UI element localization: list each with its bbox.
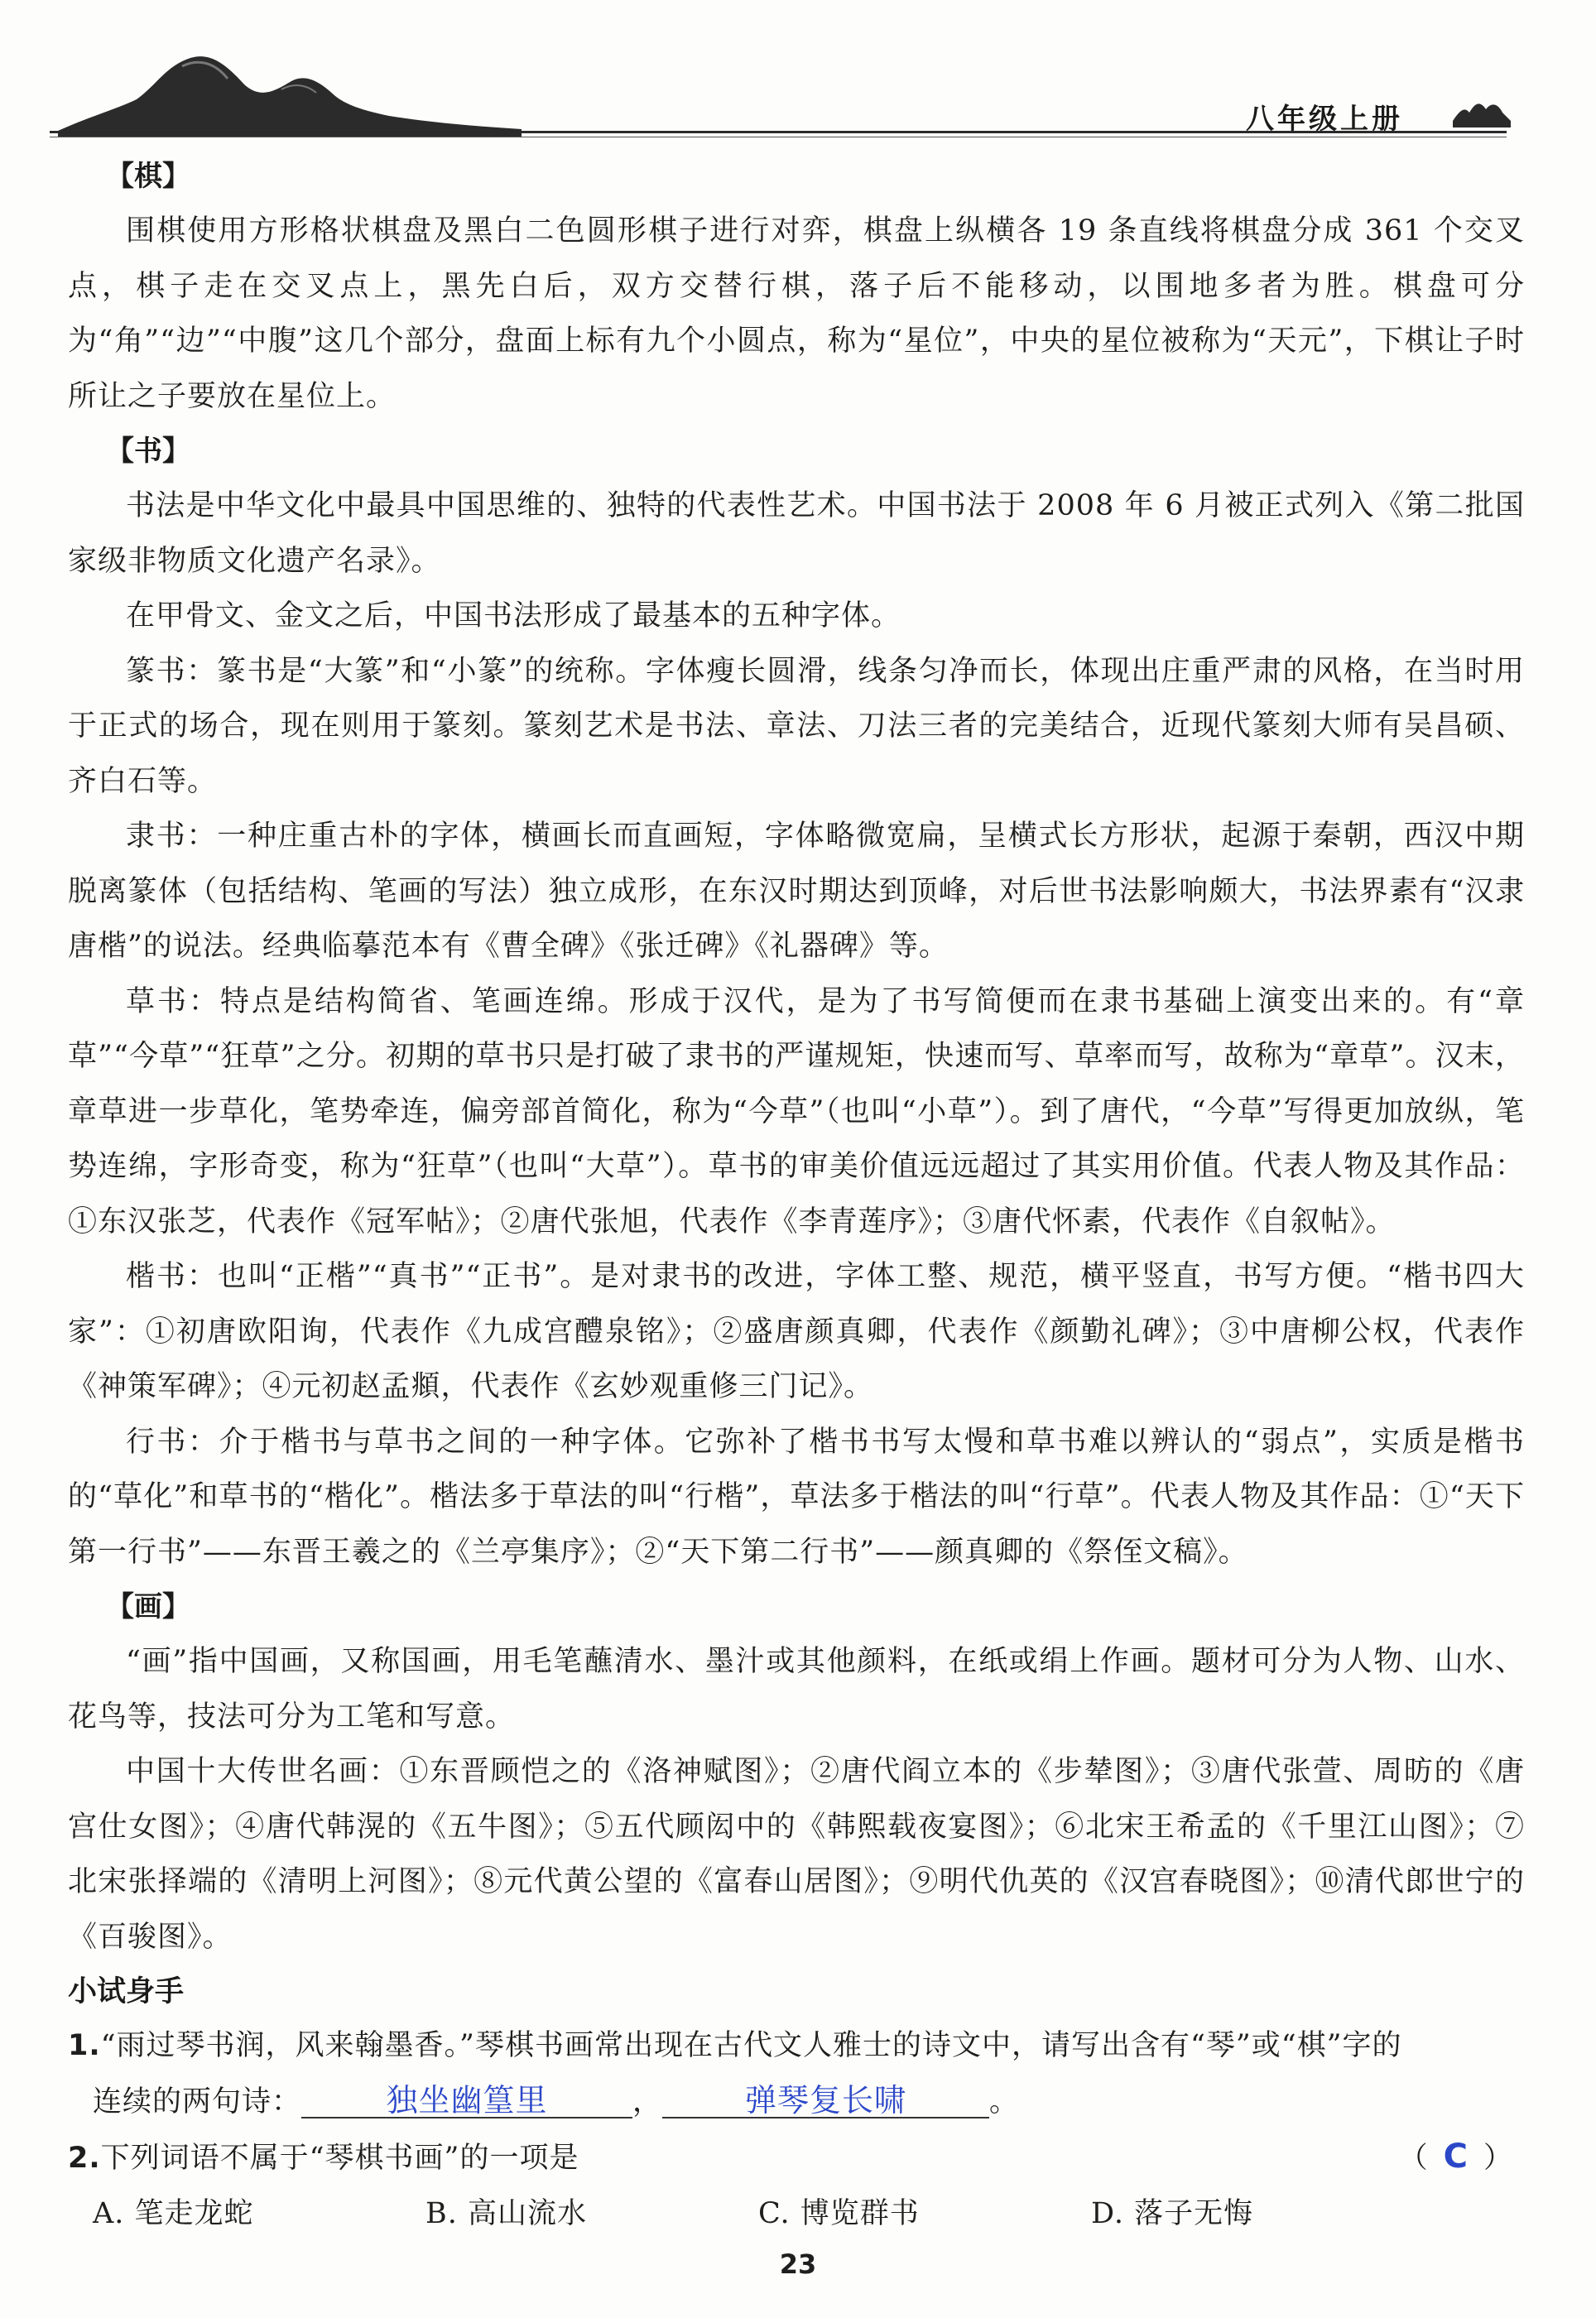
handwritten-answer-1: 独坐幽篁里	[386, 2082, 548, 2118]
paragraph: 楷书：也叫“正楷”“真书”“正书”。是对隶书的改进，字体工整、规范，横平竖直，书写方便。“楷书四大家”：①初唐欧阳询，代表作《九成宫醴泉铭》；②盛唐颜真卿，代表作《颜勤礼碑》；③中唐柳公权，代表作《神策军碑》；④元初赵孟頫，代表作《玄妙观重修三门记》。	[68, 1260, 1525, 1403]
header-title: 八年级上册	[1246, 103, 1403, 136]
question-2	[68, 2132, 1525, 2243]
page-number: 23	[779, 2248, 817, 2280]
paragraph: 草书：特点是结构简省、笔画连绵。形成于汉代，是为了书写简便而在隶书基础上演变出来的。有“章草”“今草”“狂草”之分。初期的草书只是打破了隶书的严谨规矩，快速而写、草率而写，故称为“章草”。汉末，章草进一步草化，笔势牵连，偏旁部首简化，称为“今草”（也叫“小草”）。到了唐代，“今草”写得更加放纵，笔势连绵，字形奇变，称为“狂草”（也叫“大草”）。草书的审美价值远远超过了其实用价值。代表人物及其作品：①东汉张芝，代表作《冠军帖》；②唐代张旭，代表作《李青莲序》；③唐代怀素，代表作《自叙帖》。	[68, 984, 1525, 1238]
handwritten-choice: C	[1443, 2138, 1469, 2176]
section-shu	[68, 424, 1525, 1580]
paragraph: 书法是中华文化中最具中国思维的、独特的代表性艺术。中国书法于 2008 年 6 月被正式列入《第二批国家级非物质文化遗产名录》。	[68, 489, 1525, 578]
option-a[interactable]: A. 笔走龙蛇	[93, 2197, 254, 2230]
answer-prefix: 连续的两句诗：	[93, 2085, 302, 2118]
paragraph: 行书：介于楷书与草书之间的一种字体。它弥补了楷书书写太慢和草书难以辨认的“弱点”，实质是楷书的“草化”和草书的“楷化”。楷法多于草法的叫“行楷”，草法多于楷法的叫“行草”。代表人物及其作品：①“天下第一行书”——东晋王羲之的《兰亭集序》；②“天下第二行书”——颜真卿的《祭侄文稿》。	[68, 1425, 1525, 1569]
question-text: “雨过琴书润，风来翰墨香。”琴棋书画常出现在古代文人雅士的诗文中，请写出含有“琴”或“棋”字的	[100, 2029, 1402, 2062]
answer-parentheses[interactable]	[1399, 2132, 1513, 2185]
exercise-heading: 小试身手	[68, 1975, 185, 2008]
question-number: 2.	[68, 2142, 101, 2175]
paren-open: （	[1398, 2142, 1429, 2175]
answer-end: 。	[989, 2085, 1020, 2118]
paragraph: “画”指中国画，又称国画，用毛笔蘸清水、墨汁或其他颜料，在纸或绢上作画。题材可分为人物、山水、花鸟等，技法可分为工笔和写意。	[68, 1645, 1525, 1734]
section-title-shu: 【书】	[106, 435, 190, 468]
section-title-hua: 【画】	[106, 1590, 190, 1623]
paragraph: 在甲骨文、金文之后，中国书法形成了最基本的五种字体。	[126, 599, 901, 632]
paragraph: 隶书：一种庄重古朴的字体，横画长而直画短，字体略微宽扁，呈横式长方形状，起源于秦朝，西汉中期脱离篆体（包括结构、笔画的写法）独立成形，在东汉时期达到顶峰，对后世书法影响颇大，书法界素有“汉隶唐楷”的说法。经典临摹范本有《曹全碑》《张迁碑》《礼器碑》等。	[68, 820, 1525, 963]
page-header	[0, 0, 1596, 145]
paragraph: 围棋使用方形格状棋盘及黑白二色圆形棋子进行对弈，棋盘上纵横各 19 条直线将棋盘分成 361 个交叉点，棋子走在交叉点上，黑先白后，双方交替行棋，落子后不能移动，以围地多者为胜。棋盘可分为“角”“边”“中腹”这几个部分，盘面上标有九个小圆点，称为“星位”，中央的星位被称为“天元”，下棋让子时所让之子要放在星位上。	[68, 214, 1525, 413]
section-title-qi: 【棋】	[106, 160, 190, 193]
exercise-section	[68, 1965, 1525, 2243]
answer-separator: ，	[632, 2085, 663, 2118]
small-hills-icon	[1453, 94, 1511, 127]
section-hua	[68, 1580, 1525, 1965]
answer-blank-2[interactable]	[662, 2072, 989, 2118]
options-row	[68, 2185, 1525, 2243]
mountain-decoration-icon	[58, 33, 522, 137]
answer-blank-1[interactable]	[301, 2072, 632, 2118]
paren-close: ）	[1483, 2142, 1513, 2175]
handwritten-answer-2: 弹琴复长啸	[745, 2082, 907, 2118]
question-1	[68, 2019, 1525, 2132]
paragraph: 中国十大传世名画：①东晋顾恺之的《洛神赋图》；②唐代阎立本的《步辇图》；③唐代张萱、周昉的《唐宫仕女图》；④唐代韩滉的《五牛图》；⑤五代顾闳中的《韩熙载夜宴图》；⑥北宋王希孟的《千里江山图》；⑦北宋张择端的《清明上河图》；⑧元代黄公望的《富春山居图》；⑨明代仇英的《汉宫春晓图》；⑩清代郎世宁的《百骏图》。	[68, 1755, 1525, 1954]
paragraph: 篆书：篆书是“大篆”和“小篆”的统称。字体瘦长圆滑，线条匀净而长，体现出庄重严肃的风格，在当时用于正式的场合，现在则用于篆刻。篆刻艺术是书法、章法、刀法三者的完美结合，近现代篆刻大师有吴昌硕、齐白石等。	[68, 654, 1525, 798]
content	[68, 149, 1525, 2243]
question-text: 下列词语不属于“琴棋书画”的一项是	[100, 2142, 579, 2175]
option-b[interactable]: B. 高山流水	[425, 2197, 587, 2230]
question-number: 1.	[68, 2029, 101, 2062]
option-c[interactable]: C. 博览群书	[758, 2197, 920, 2230]
section-qi	[68, 149, 1525, 424]
question-1-answer-line	[68, 2072, 1525, 2132]
option-d[interactable]: D. 落子无悔	[1091, 2197, 1254, 2230]
